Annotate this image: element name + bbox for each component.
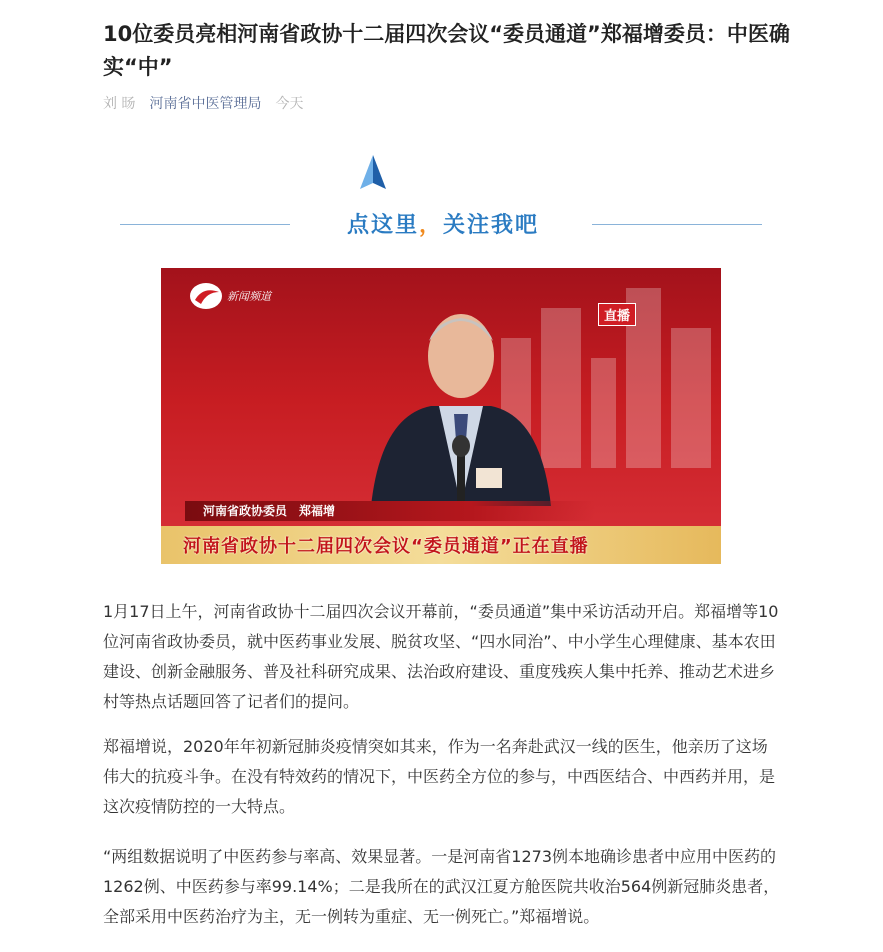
article-paragraph: 郑福增说，2020年年初新冠肺炎疫情突如其来，作为一名奔赴武汉一线的医生，他亲历了这场伟大的抗疫斗争。在没有特效药的情况下，中医药全方位的参与，中西医结合、中西药并用，是这次疫情防控的一大特点。 bbox=[103, 737, 776, 816]
publish-time: 今天 bbox=[275, 96, 304, 112]
author-name: 刘 旸 bbox=[103, 96, 136, 112]
divider-right bbox=[592, 224, 762, 225]
article-title: 10位委员亮相河南省政协十二届四次会议“委员通道”郑福增委员：中医确实“中” bbox=[103, 22, 790, 79]
follow-prompt[interactable] bbox=[120, 150, 762, 240]
live-banner-text: 河南省政协十二届四次会议“委员通道”正在直播 bbox=[183, 536, 589, 557]
arrow-up-icon bbox=[358, 155, 388, 191]
video-player[interactable] bbox=[161, 268, 721, 564]
divider-left bbox=[120, 224, 290, 225]
channel-logo bbox=[189, 282, 271, 310]
speaker-image bbox=[361, 296, 561, 506]
article-paragraph: “两组数据说明了中医药参与率高、效果显著。一是河南省1273例本地确诊患者中应用中医药的1262例、中医药参与率99.14%；二是我所在的武汉江夏方舱医院共收治564例新冠肺炎患者，全部采用中医药治疗为主，无一例转为重症、无一例死亡。”郑福增说。 bbox=[103, 847, 780, 926]
speaker-nameplate: 河南省政协委员 郑福增 bbox=[185, 501, 595, 521]
channel-label: 新闻频道 bbox=[227, 290, 271, 303]
account-name-link[interactable]: 河南省中医管理局 bbox=[149, 96, 262, 112]
article-paragraph: 1月17日上午，河南省政协十二届四次会议开幕前，“委员通道”集中采访活动开启。郑福增等10位河南省政协委员，就中医药事业发展、脱贫攻坚、“四水同治”、中小学生心理健康、基本农田建设、创新金融服务、普及社科研究成果、法治政府建设、重度残疾人集中托养、推动艺术进乡村等热点话题回答了记者们的提问。 bbox=[103, 602, 779, 711]
article-meta bbox=[103, 93, 303, 113]
live-banner bbox=[161, 526, 721, 564]
follow-cta[interactable]: 点这里，关注我吧 bbox=[346, 213, 540, 238]
channel-logo-icon bbox=[189, 282, 223, 310]
live-badge: 直播 bbox=[598, 303, 636, 326]
